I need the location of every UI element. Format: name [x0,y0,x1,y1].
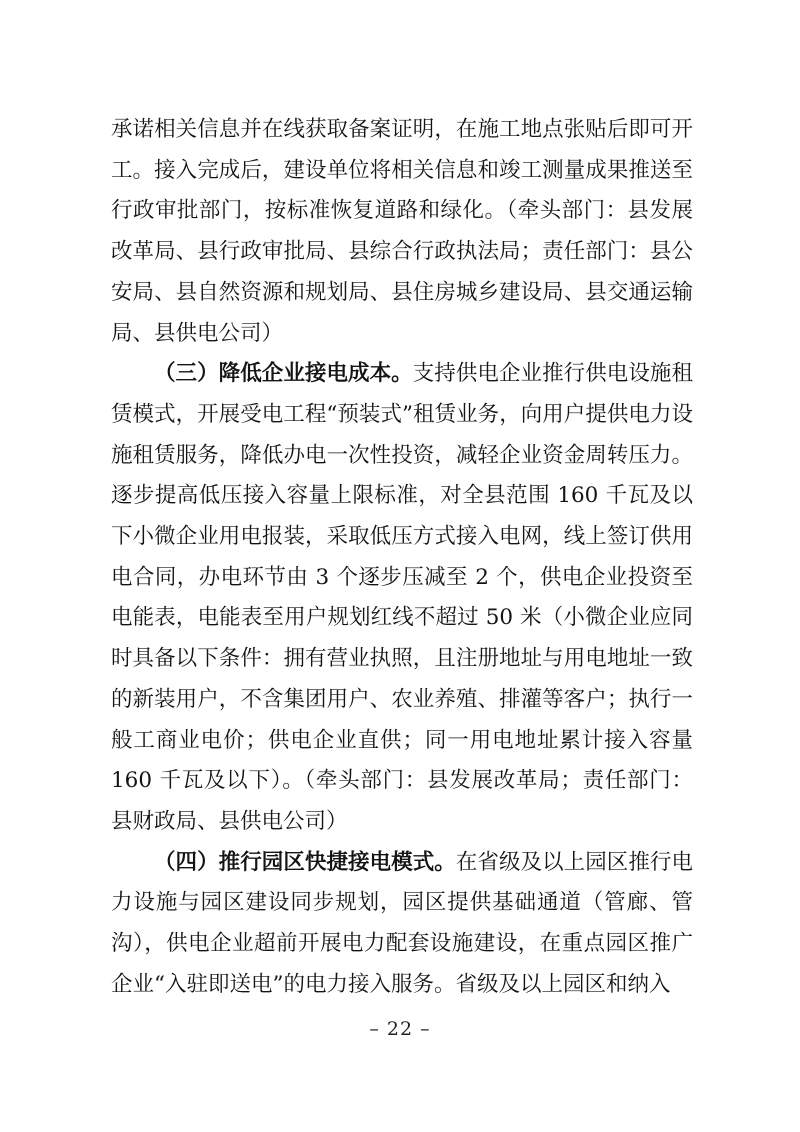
paragraph-lead: （四）推行园区快捷接电模式。 [154,849,456,875]
paragraph-text: 承诺相关信息并在线获取备案证明，在施工地点张贴后即可开工。接入完成后，建设单位将相关信息和竣工测量成果推送至行政审批部门，按标准恢复道路和绿化。（牵头部门：县发展改革局、县行政审批局、县综合行政执法局；责任部门：县公安局、县自然资源和规划局、县住房城乡建设局、县交通运输局、县供电公司） [111,117,693,346]
paragraph-lead: （三）降低企业接电成本。 [154,361,413,387]
paragraph-text: 支持供电企业推行供电设施租赁模式，开展受电工程“预装式”租赁业务，向用户提供电力设施租赁服务，降低办电一次性投资，减轻企业资金周转压力。逐步提高低压接入容量上限标准，对全县范围 160 千瓦及以下小微企业用电报装，采取低压方式接入电网，线上签订供用电合同，办电环节由 3 个逐步压减至 2 个，供电企业投资至电能表，电能表至用户规划红线不超过 50 米（小微企业应同时具备以下条件：拥有营业执照，且注册地址与用电地址一致的新装用户，不含集团用户、农业养殖、排灌等客户；执行一般工商业电价；供电企业直供；同一用电地址累计接入容量 160 千瓦及以下）。（牵头部门：县发展改革局；责任部门：县财政局、县供电公司） [111,361,693,834]
paragraph-item-4 [111,843,693,1006]
paragraph-text: 在省级及以上园区推行电力设施与园区建设同步规划，园区提供基础通道（管廊、管沟），供电企业超前开展电力配套设施建设，在重点园区推广企业“入驻即送电”的电力接入服务。省级及以上园区和纳入 [111,849,693,997]
paragraph-continuation [111,110,693,354]
document-body [111,110,693,1005]
paragraph-item-3 [111,354,693,842]
page-number: – 22 – [369,1018,431,1040]
